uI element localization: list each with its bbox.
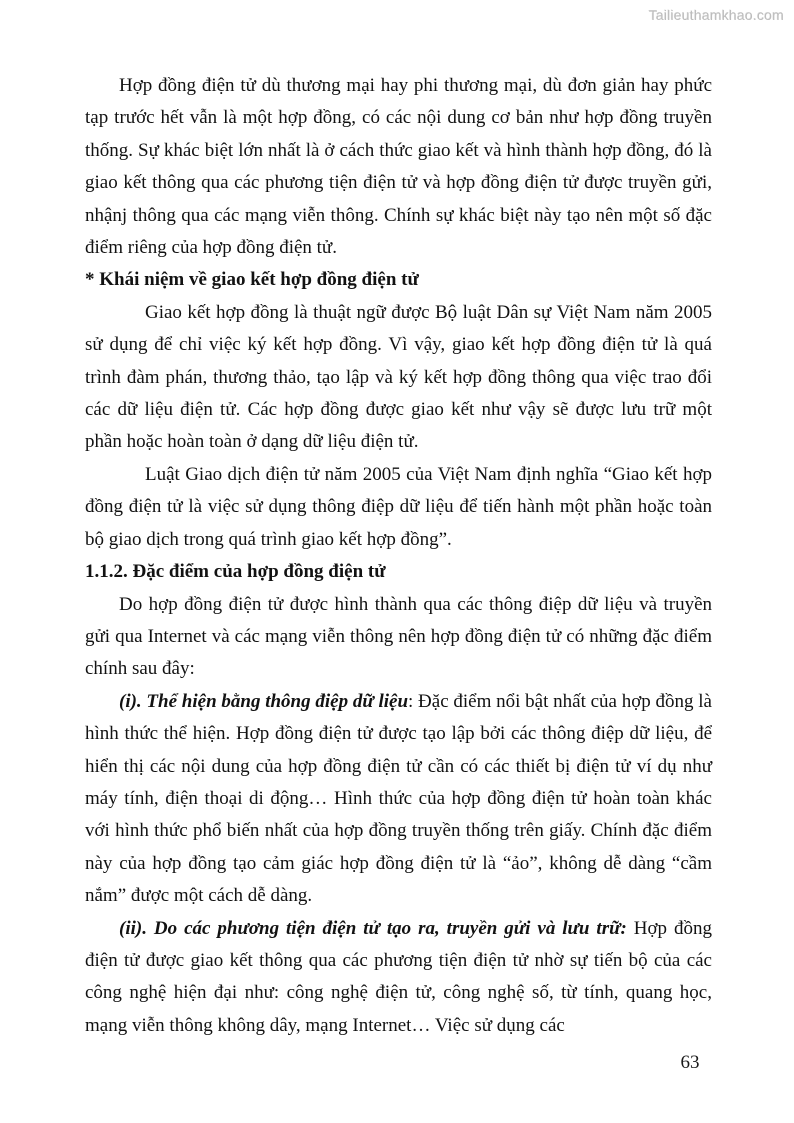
paragraph-dac-diem-intro: Do hợp đồng điện tử được hình thành qua các thông điệp dữ liệu và truyền gửi qua Internet và các mạng viễn thông nên hợp đồng điện tử có những đặc điểm chính sau đây: <box>85 593 712 680</box>
paragraph-giao-ket-definition: Giao kết hợp đồng là thuật ngữ được Bộ luật Dân sự Việt Nam năm 2005 sử dụng để chỉ việc ký kết hợp đồng. Vì vậy, giao kết hợp đồng điện tử là quá trình đàm phán, thương thảo, tạo lập và ký kết hợp đồng thông qua việc trao đổi các dữ liệu điện tử. Các hợp đồng được giao kết như vậy sẽ được lưu trữ một phần hoặc hoàn toàn ở dạng dữ liệu điện tử. <box>85 301 712 453</box>
watermark: Tailieuthamkhao.com <box>648 7 784 23</box>
paragraph-feature-i <box>85 686 712 913</box>
page-number: 63 <box>680 1052 700 1073</box>
feature-i-body: : Đặc điểm nổi bật nhất của hợp đồng là hình thức thể hiện. Hợp đồng điện tử được tạo lập bởi các thông điệp dữ liệu, để hiển thị các nội dung của hợp đồng điện tử cần có các thiết bị điện tử ví dụ như máy tính, điện thoại di động… Hình thức của hợp đồng điện tử hoàn toàn khác với hình thức phổ biến nhất của hợp đồng truyền thống trên giấy. Chính đặc điểm này của hợp đồng tạo cảm giác hợp đồng điện tử là “ảo”, không dễ dàng “cầm nắm” được một cách dễ dàng. <box>85 690 712 907</box>
feature-ii-lead: (ii). Do các phương tiện điện tử tạo ra, truyền gửi và lưu trữ: <box>119 917 627 939</box>
paragraph-feature-ii <box>85 913 712 1043</box>
body-text <box>85 70 712 1042</box>
paragraph-luat-giao-dich: Luật Giao dịch điện tử năm 2005 của Việt Nam định nghĩa “Giao kết hợp đồng điện tử là việc sử dụng thông điệp dữ liệu để tiến hành một phần hoặc toàn bộ giao dịch trong quá trình giao kết hợp đồng”. <box>85 463 712 550</box>
paragraph-intro: Hợp đồng điện tử dù thương mại hay phi thương mại, dù đơn giản hay phức tạp trước hết vẫn là một hợp đồng, có các nội dung cơ bản như hợp đồng truyền thống. Sự khác biệt lớn nhất là ở cách thức giao kết và hình thành hợp đồng, đó là giao kết thông qua các phương tiện điện tử và hợp đồng điện tử được truyền gửi, nhậnj thông qua các mạng viễn thông. Chính sự khác biệt này tạo nên một số đặc điểm riêng của hợp đồng điện tử. <box>85 75 712 259</box>
feature-ii-body: Hợp đồng điện tử được giao kết thông qua các phương tiện điện tử nhờ sự tiến bộ của các công nghệ hiện đại như: công nghệ điện tử, công nghệ số, từ tính, quang học, mạng viễn thông không dây, mạng Internet… Việc sử dụng các <box>85 917 712 1036</box>
feature-i-lead: (i). Thể hiện bằng thông điệp dữ liệu <box>119 690 409 712</box>
section-heading-1-1-2: 1.1.2. Đặc điểm của hợp đồng điện tử <box>85 561 386 583</box>
section-heading-concept: * Khái niệm về giao kết hợp đồng điện tử <box>85 269 419 291</box>
